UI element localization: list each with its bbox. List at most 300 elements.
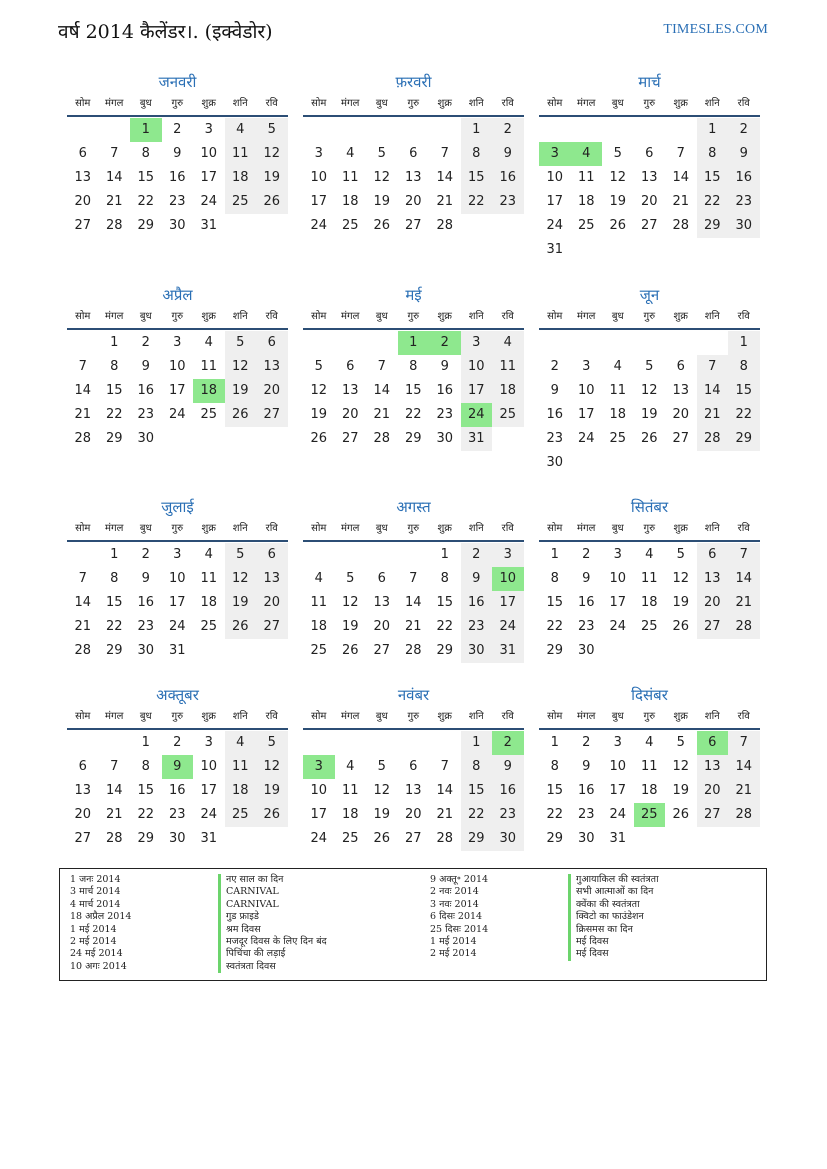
month-name: जून bbox=[639, 286, 660, 304]
weekday-label: शुक्र bbox=[437, 711, 452, 722]
day-cell: 31 bbox=[609, 831, 627, 846]
day-cell: 14 bbox=[697, 379, 729, 403]
day-cell: 8 bbox=[110, 359, 119, 374]
day-cell: 26 bbox=[256, 803, 288, 827]
day-cell: 13 bbox=[697, 755, 729, 779]
day-cell: 29 bbox=[105, 643, 123, 658]
day-cell: 14 bbox=[74, 595, 92, 610]
day-cell: 17 bbox=[609, 783, 627, 798]
day-cell: 3 bbox=[173, 547, 182, 562]
day-cell: 15 bbox=[461, 779, 493, 803]
day-cell: 24 bbox=[168, 407, 186, 422]
empty-cell bbox=[67, 731, 99, 755]
day-cell: 25 bbox=[341, 218, 359, 233]
day-cell: 13 bbox=[256, 355, 288, 379]
day-cell: 12 bbox=[310, 383, 328, 398]
day-cell: 28 bbox=[74, 431, 92, 446]
day-cell: 23 bbox=[461, 615, 493, 639]
day-cell: 13 bbox=[74, 170, 92, 185]
day-cell: 18 bbox=[225, 779, 257, 803]
weekday-header bbox=[67, 94, 288, 117]
day-cell: 16 bbox=[461, 591, 493, 615]
weekday-header bbox=[539, 519, 760, 542]
day-cell: 21 bbox=[436, 194, 454, 209]
day-cell: 6 bbox=[676, 359, 685, 374]
days-grid bbox=[67, 730, 288, 851]
day-cell: 8 bbox=[550, 759, 559, 774]
month-block bbox=[539, 285, 760, 475]
weekday-label: रवि bbox=[265, 311, 278, 322]
day-cell: 5 bbox=[256, 118, 288, 142]
legend-date: 18 अप्रैल 2014 bbox=[70, 911, 132, 923]
weekday-label: मंगल bbox=[341, 311, 360, 322]
legend-left-dates bbox=[70, 874, 131, 973]
days-grid bbox=[539, 330, 760, 475]
day-cell: 27 bbox=[640, 218, 658, 233]
day-cell: 7 bbox=[440, 759, 449, 774]
weekday-label: रवि bbox=[737, 523, 750, 534]
weekday-label: बुध bbox=[139, 311, 152, 322]
day-cell: 17 bbox=[168, 383, 186, 398]
holiday-day: 6 bbox=[697, 731, 729, 755]
legend-holiday-name: मई दिवस bbox=[568, 936, 659, 948]
days-grid bbox=[539, 542, 760, 663]
month-block bbox=[303, 72, 524, 238]
month-block bbox=[303, 497, 524, 663]
weekday-label: शुक्र bbox=[201, 311, 216, 322]
day-cell: 18 bbox=[341, 807, 359, 822]
weekday-label: गुरु bbox=[407, 98, 420, 109]
day-cell: 20 bbox=[672, 407, 690, 422]
legend-holiday-name: क्वेंका की स्वतंत्रता bbox=[568, 899, 659, 911]
day-cell: 12 bbox=[225, 355, 257, 379]
day-cell: 9 bbox=[492, 142, 524, 166]
day-cell: 17 bbox=[310, 807, 328, 822]
weekday-label: गुरु bbox=[407, 523, 420, 534]
empty-cell bbox=[429, 118, 461, 142]
day-cell: 23 bbox=[137, 407, 155, 422]
day-cell: 22 bbox=[546, 619, 564, 634]
weekday-header bbox=[303, 707, 524, 730]
day-cell: 19 bbox=[341, 619, 359, 634]
legend-date: 2 मई 2014 bbox=[70, 935, 117, 947]
day-cell: 5 bbox=[225, 543, 257, 567]
weekday-label: रवि bbox=[501, 98, 514, 109]
weekday-label: रवि bbox=[265, 711, 278, 722]
day-cell: 5 bbox=[225, 331, 257, 355]
day-cell: 8 bbox=[697, 142, 729, 166]
legend-date: 3 मार्च 2014 bbox=[70, 886, 121, 898]
day-cell: 26 bbox=[310, 431, 328, 446]
day-cell: 8 bbox=[461, 755, 493, 779]
day-cell: 25 bbox=[341, 831, 359, 846]
legend-date: 24 मई 2014 bbox=[70, 948, 123, 960]
day-cell: 31 bbox=[461, 427, 493, 451]
day-cell: 7 bbox=[676, 146, 685, 161]
holiday-day: 24 bbox=[461, 403, 493, 427]
weekday-label: शुक्र bbox=[201, 711, 216, 722]
month-name: अक्तूबर bbox=[156, 686, 199, 704]
day-cell: 4 bbox=[225, 731, 257, 755]
legend-holiday-name: सभी आत्माओं का दिन bbox=[568, 886, 659, 898]
weekday-header bbox=[303, 519, 524, 542]
weekday-label: शुक्र bbox=[673, 711, 688, 722]
day-cell: 11 bbox=[640, 571, 658, 586]
weekday-label: शुक्र bbox=[673, 98, 688, 109]
day-cell: 30 bbox=[577, 831, 595, 846]
day-cell: 21 bbox=[436, 807, 454, 822]
day-cell: 5 bbox=[314, 359, 323, 374]
day-cell: 26 bbox=[225, 615, 257, 639]
weekday-label: गुरु bbox=[171, 98, 184, 109]
day-cell: 8 bbox=[141, 759, 150, 774]
day-cell: 18 bbox=[200, 595, 218, 610]
weekday-label: सोम bbox=[311, 311, 327, 322]
day-cell: 8 bbox=[110, 571, 119, 586]
weekday-label: शुक्र bbox=[437, 311, 452, 322]
day-cell: 18 bbox=[341, 194, 359, 209]
day-cell: 8 bbox=[440, 571, 449, 586]
weekday-header bbox=[539, 94, 760, 117]
day-cell: 5 bbox=[377, 759, 386, 774]
day-cell: 23 bbox=[577, 619, 595, 634]
holiday-day: 1 bbox=[398, 331, 430, 355]
legend-holiday-name: गुआयाकिल की स्वतंत्रता bbox=[568, 874, 659, 886]
day-cell: 4 bbox=[204, 547, 213, 562]
day-cell: 15 bbox=[461, 166, 493, 190]
empty-cell bbox=[398, 543, 430, 567]
day-cell: 12 bbox=[672, 571, 690, 586]
day-cell: 20 bbox=[697, 779, 729, 803]
day-cell: 1 bbox=[550, 735, 559, 750]
month-block bbox=[67, 72, 288, 238]
day-cell: 19 bbox=[672, 595, 690, 610]
day-cell: 13 bbox=[256, 567, 288, 591]
day-cell: 16 bbox=[577, 595, 595, 610]
day-cell: 27 bbox=[256, 615, 288, 639]
empty-cell bbox=[665, 118, 697, 142]
day-cell: 26 bbox=[373, 218, 391, 233]
day-cell: 13 bbox=[640, 170, 658, 185]
empty-cell bbox=[602, 331, 634, 355]
day-cell: 6 bbox=[256, 331, 288, 355]
day-cell: 6 bbox=[377, 571, 386, 586]
weekday-label: बुध bbox=[139, 523, 152, 534]
day-cell: 30 bbox=[461, 639, 493, 663]
day-cell: 10 bbox=[461, 355, 493, 379]
day-cell: 15 bbox=[436, 595, 454, 610]
day-cell: 20 bbox=[256, 379, 288, 403]
empty-cell bbox=[697, 331, 729, 355]
weekday-label: मंगल bbox=[341, 711, 360, 722]
day-cell: 8 bbox=[141, 146, 150, 161]
day-cell: 23 bbox=[436, 407, 454, 422]
day-cell: 23 bbox=[137, 619, 155, 634]
day-cell: 14 bbox=[436, 783, 454, 798]
weekday-label: बुध bbox=[611, 311, 624, 322]
day-cell: 24 bbox=[609, 807, 627, 822]
day-cell: 26 bbox=[341, 643, 359, 658]
weekday-label: शनि bbox=[468, 711, 484, 722]
day-cell: 23 bbox=[168, 194, 186, 209]
days-grid bbox=[303, 117, 524, 238]
day-cell: 27 bbox=[404, 831, 422, 846]
legend-date: 4 मार्च 2014 bbox=[70, 898, 121, 910]
empty-cell bbox=[571, 118, 603, 142]
day-cell: 10 bbox=[609, 759, 627, 774]
weekday-label: रवि bbox=[501, 711, 514, 722]
day-cell: 17 bbox=[168, 595, 186, 610]
weekday-header bbox=[539, 307, 760, 330]
legend-date: 10 अगः 2014 bbox=[70, 960, 127, 972]
day-cell: 11 bbox=[492, 355, 524, 379]
empty-cell bbox=[67, 331, 99, 355]
day-cell: 29 bbox=[728, 427, 760, 451]
holiday-day: 1 bbox=[130, 118, 162, 142]
day-cell: 29 bbox=[436, 643, 454, 658]
weekday-label: सोम bbox=[75, 523, 91, 534]
legend-holiday-name: क्विटो का फाउंडेशन bbox=[568, 911, 659, 923]
day-cell: 21 bbox=[728, 779, 760, 803]
month-name: अप्रैल bbox=[162, 286, 193, 304]
holiday-day: 2 bbox=[492, 731, 524, 755]
day-cell: 19 bbox=[640, 407, 658, 422]
day-cell: 16 bbox=[168, 783, 186, 798]
empty-cell bbox=[571, 331, 603, 355]
day-cell: 11 bbox=[200, 571, 218, 586]
day-cell: 17 bbox=[200, 783, 218, 798]
day-cell: 1 bbox=[697, 118, 729, 142]
day-cell: 15 bbox=[546, 595, 564, 610]
day-cell: 10 bbox=[200, 759, 218, 774]
day-cell: 20 bbox=[697, 591, 729, 615]
day-cell: 24 bbox=[168, 619, 186, 634]
day-cell: 2 bbox=[173, 122, 182, 137]
day-cell: 29 bbox=[137, 218, 155, 233]
day-cell: 24 bbox=[310, 218, 328, 233]
day-cell: 14 bbox=[728, 755, 760, 779]
day-cell: 6 bbox=[409, 146, 418, 161]
day-cell: 16 bbox=[492, 779, 524, 803]
weekday-header bbox=[67, 519, 288, 542]
day-cell: 21 bbox=[672, 194, 690, 209]
weekday-label: सोम bbox=[547, 523, 563, 534]
holiday-day: 3 bbox=[303, 755, 335, 779]
empty-cell bbox=[99, 118, 131, 142]
empty-cell bbox=[398, 118, 430, 142]
weekday-label: गुरु bbox=[643, 311, 656, 322]
day-cell: 8 bbox=[461, 142, 493, 166]
day-cell: 9 bbox=[141, 571, 150, 586]
day-cell: 11 bbox=[640, 759, 658, 774]
weekday-label: शनि bbox=[468, 311, 484, 322]
day-cell: 8 bbox=[409, 359, 418, 374]
legend-holiday-name: मजदूर दिवस के लिए दिन बंद bbox=[218, 936, 327, 948]
weekday-header bbox=[539, 707, 760, 730]
day-cell: 9 bbox=[440, 359, 449, 374]
day-cell: 11 bbox=[200, 359, 218, 374]
weekday-label: गुरु bbox=[171, 523, 184, 534]
day-cell: 25 bbox=[577, 218, 595, 233]
day-cell: 18 bbox=[640, 783, 658, 798]
weekday-label: शनि bbox=[468, 523, 484, 534]
day-cell: 30 bbox=[436, 431, 454, 446]
empty-cell bbox=[539, 118, 571, 142]
day-cell: 30 bbox=[728, 214, 760, 238]
weekday-label: मंगल bbox=[105, 523, 124, 534]
day-cell: 27 bbox=[341, 431, 359, 446]
day-cell: 12 bbox=[640, 383, 658, 398]
day-cell: 22 bbox=[404, 407, 422, 422]
holiday-day: 25 bbox=[634, 803, 666, 827]
day-cell: 22 bbox=[105, 619, 123, 634]
legend-right-dates bbox=[430, 874, 488, 961]
day-cell: 24 bbox=[200, 194, 218, 209]
day-cell: 13 bbox=[373, 595, 391, 610]
weekday-label: सोम bbox=[311, 523, 327, 534]
day-cell: 19 bbox=[310, 407, 328, 422]
day-cell: 23 bbox=[168, 807, 186, 822]
day-cell: 27 bbox=[256, 403, 288, 427]
empty-cell bbox=[303, 331, 335, 355]
day-cell: 9 bbox=[582, 571, 591, 586]
empty-cell bbox=[67, 118, 99, 142]
weekday-label: शुक्र bbox=[201, 98, 216, 109]
day-cell: 13 bbox=[697, 567, 729, 591]
day-cell: 5 bbox=[645, 359, 654, 374]
weekday-label: गुरु bbox=[171, 311, 184, 322]
days-grid bbox=[539, 117, 760, 262]
legend-date: 2 मई 2014 bbox=[430, 948, 477, 960]
day-cell: 28 bbox=[373, 431, 391, 446]
day-cell: 3 bbox=[204, 735, 213, 750]
weekday-label: सोम bbox=[547, 711, 563, 722]
day-cell: 20 bbox=[74, 194, 92, 209]
weekday-label: शुक्र bbox=[437, 98, 452, 109]
days-grid bbox=[67, 117, 288, 238]
day-cell: 6 bbox=[78, 146, 87, 161]
day-cell: 4 bbox=[346, 146, 355, 161]
day-cell: 10 bbox=[609, 571, 627, 586]
weekday-label: बुध bbox=[611, 98, 624, 109]
day-cell: 19 bbox=[256, 779, 288, 803]
legend-holiday-name: गुड फ्राइडे bbox=[218, 911, 327, 923]
day-cell: 7 bbox=[110, 146, 119, 161]
day-cell: 14 bbox=[74, 383, 92, 398]
weekday-label: बुध bbox=[611, 523, 624, 534]
day-cell: 19 bbox=[609, 194, 627, 209]
day-cell: 20 bbox=[640, 194, 658, 209]
legend-holiday-name: मई दिवस bbox=[568, 948, 659, 960]
day-cell: 2 bbox=[461, 543, 493, 567]
day-cell: 28 bbox=[728, 803, 760, 827]
day-cell: 4 bbox=[204, 335, 213, 350]
day-cell: 18 bbox=[577, 194, 595, 209]
weekday-label: मंगल bbox=[341, 523, 360, 534]
day-cell: 25 bbox=[609, 431, 627, 446]
day-cell: 16 bbox=[137, 595, 155, 610]
legend-right-names bbox=[568, 874, 659, 961]
day-cell: 25 bbox=[492, 403, 524, 427]
day-cell: 30 bbox=[577, 643, 595, 658]
day-cell: 24 bbox=[492, 615, 524, 639]
weekday-label: सोम bbox=[311, 711, 327, 722]
day-cell: 5 bbox=[346, 571, 355, 586]
empty-cell bbox=[602, 118, 634, 142]
day-cell: 6 bbox=[645, 146, 654, 161]
day-cell: 12 bbox=[256, 755, 288, 779]
day-cell: 26 bbox=[256, 190, 288, 214]
day-cell: 9 bbox=[550, 383, 559, 398]
weekday-header bbox=[67, 707, 288, 730]
weekday-label: मंगल bbox=[577, 98, 596, 109]
weekday-label: बुध bbox=[139, 98, 152, 109]
page-title: वर्ष 2014 कैलेंडर।. (इक्वेडोर) bbox=[58, 21, 273, 43]
weekday-label: शनि bbox=[704, 98, 720, 109]
day-cell: 24 bbox=[200, 807, 218, 822]
weekday-label: गुरु bbox=[643, 98, 656, 109]
empty-cell bbox=[429, 731, 461, 755]
weekday-label: शुक्र bbox=[437, 523, 452, 534]
day-cell: 25 bbox=[200, 619, 218, 634]
legend-date: 6 दिसः 2014 bbox=[430, 911, 483, 923]
day-cell: 1 bbox=[728, 331, 760, 355]
weekday-label: सोम bbox=[311, 98, 327, 109]
day-cell: 10 bbox=[168, 359, 186, 374]
day-cell: 28 bbox=[672, 218, 690, 233]
day-cell: 26 bbox=[609, 218, 627, 233]
day-cell: 15 bbox=[546, 783, 564, 798]
day-cell: 23 bbox=[546, 431, 564, 446]
day-cell: 14 bbox=[728, 567, 760, 591]
day-cell: 9 bbox=[582, 759, 591, 774]
day-cell: 7 bbox=[728, 731, 760, 755]
day-cell: 12 bbox=[373, 783, 391, 798]
day-cell: 31 bbox=[546, 242, 564, 257]
day-cell: 9 bbox=[173, 146, 182, 161]
empty-cell bbox=[335, 118, 367, 142]
site-link[interactable]: TIMESLES.COM bbox=[663, 22, 768, 37]
month-block bbox=[67, 285, 288, 451]
days-grid bbox=[539, 730, 760, 851]
month-name: मार्च bbox=[638, 73, 661, 91]
holiday-day: 2 bbox=[429, 331, 461, 355]
day-cell: 7 bbox=[110, 759, 119, 774]
day-cell: 22 bbox=[461, 803, 493, 827]
day-cell: 23 bbox=[728, 190, 760, 214]
day-cell: 24 bbox=[609, 619, 627, 634]
day-cell: 12 bbox=[373, 170, 391, 185]
holiday-day: 9 bbox=[162, 755, 194, 779]
legend-holiday-name: श्रम दिवस bbox=[218, 924, 327, 936]
day-cell: 22 bbox=[461, 190, 493, 214]
day-cell: 11 bbox=[341, 783, 359, 798]
day-cell: 4 bbox=[645, 735, 654, 750]
day-cell: 28 bbox=[404, 643, 422, 658]
empty-cell bbox=[366, 731, 398, 755]
day-cell: 30 bbox=[137, 431, 155, 446]
weekday-label: सोम bbox=[547, 98, 563, 109]
day-cell: 8 bbox=[550, 571, 559, 586]
empty-cell bbox=[366, 543, 398, 567]
day-cell: 15 bbox=[137, 170, 155, 185]
day-cell: 9 bbox=[141, 359, 150, 374]
day-cell: 2 bbox=[173, 735, 182, 750]
weekday-label: गुरु bbox=[407, 311, 420, 322]
holiday-day: 10 bbox=[492, 567, 524, 591]
day-cell: 18 bbox=[225, 166, 257, 190]
day-cell: 28 bbox=[105, 218, 123, 233]
